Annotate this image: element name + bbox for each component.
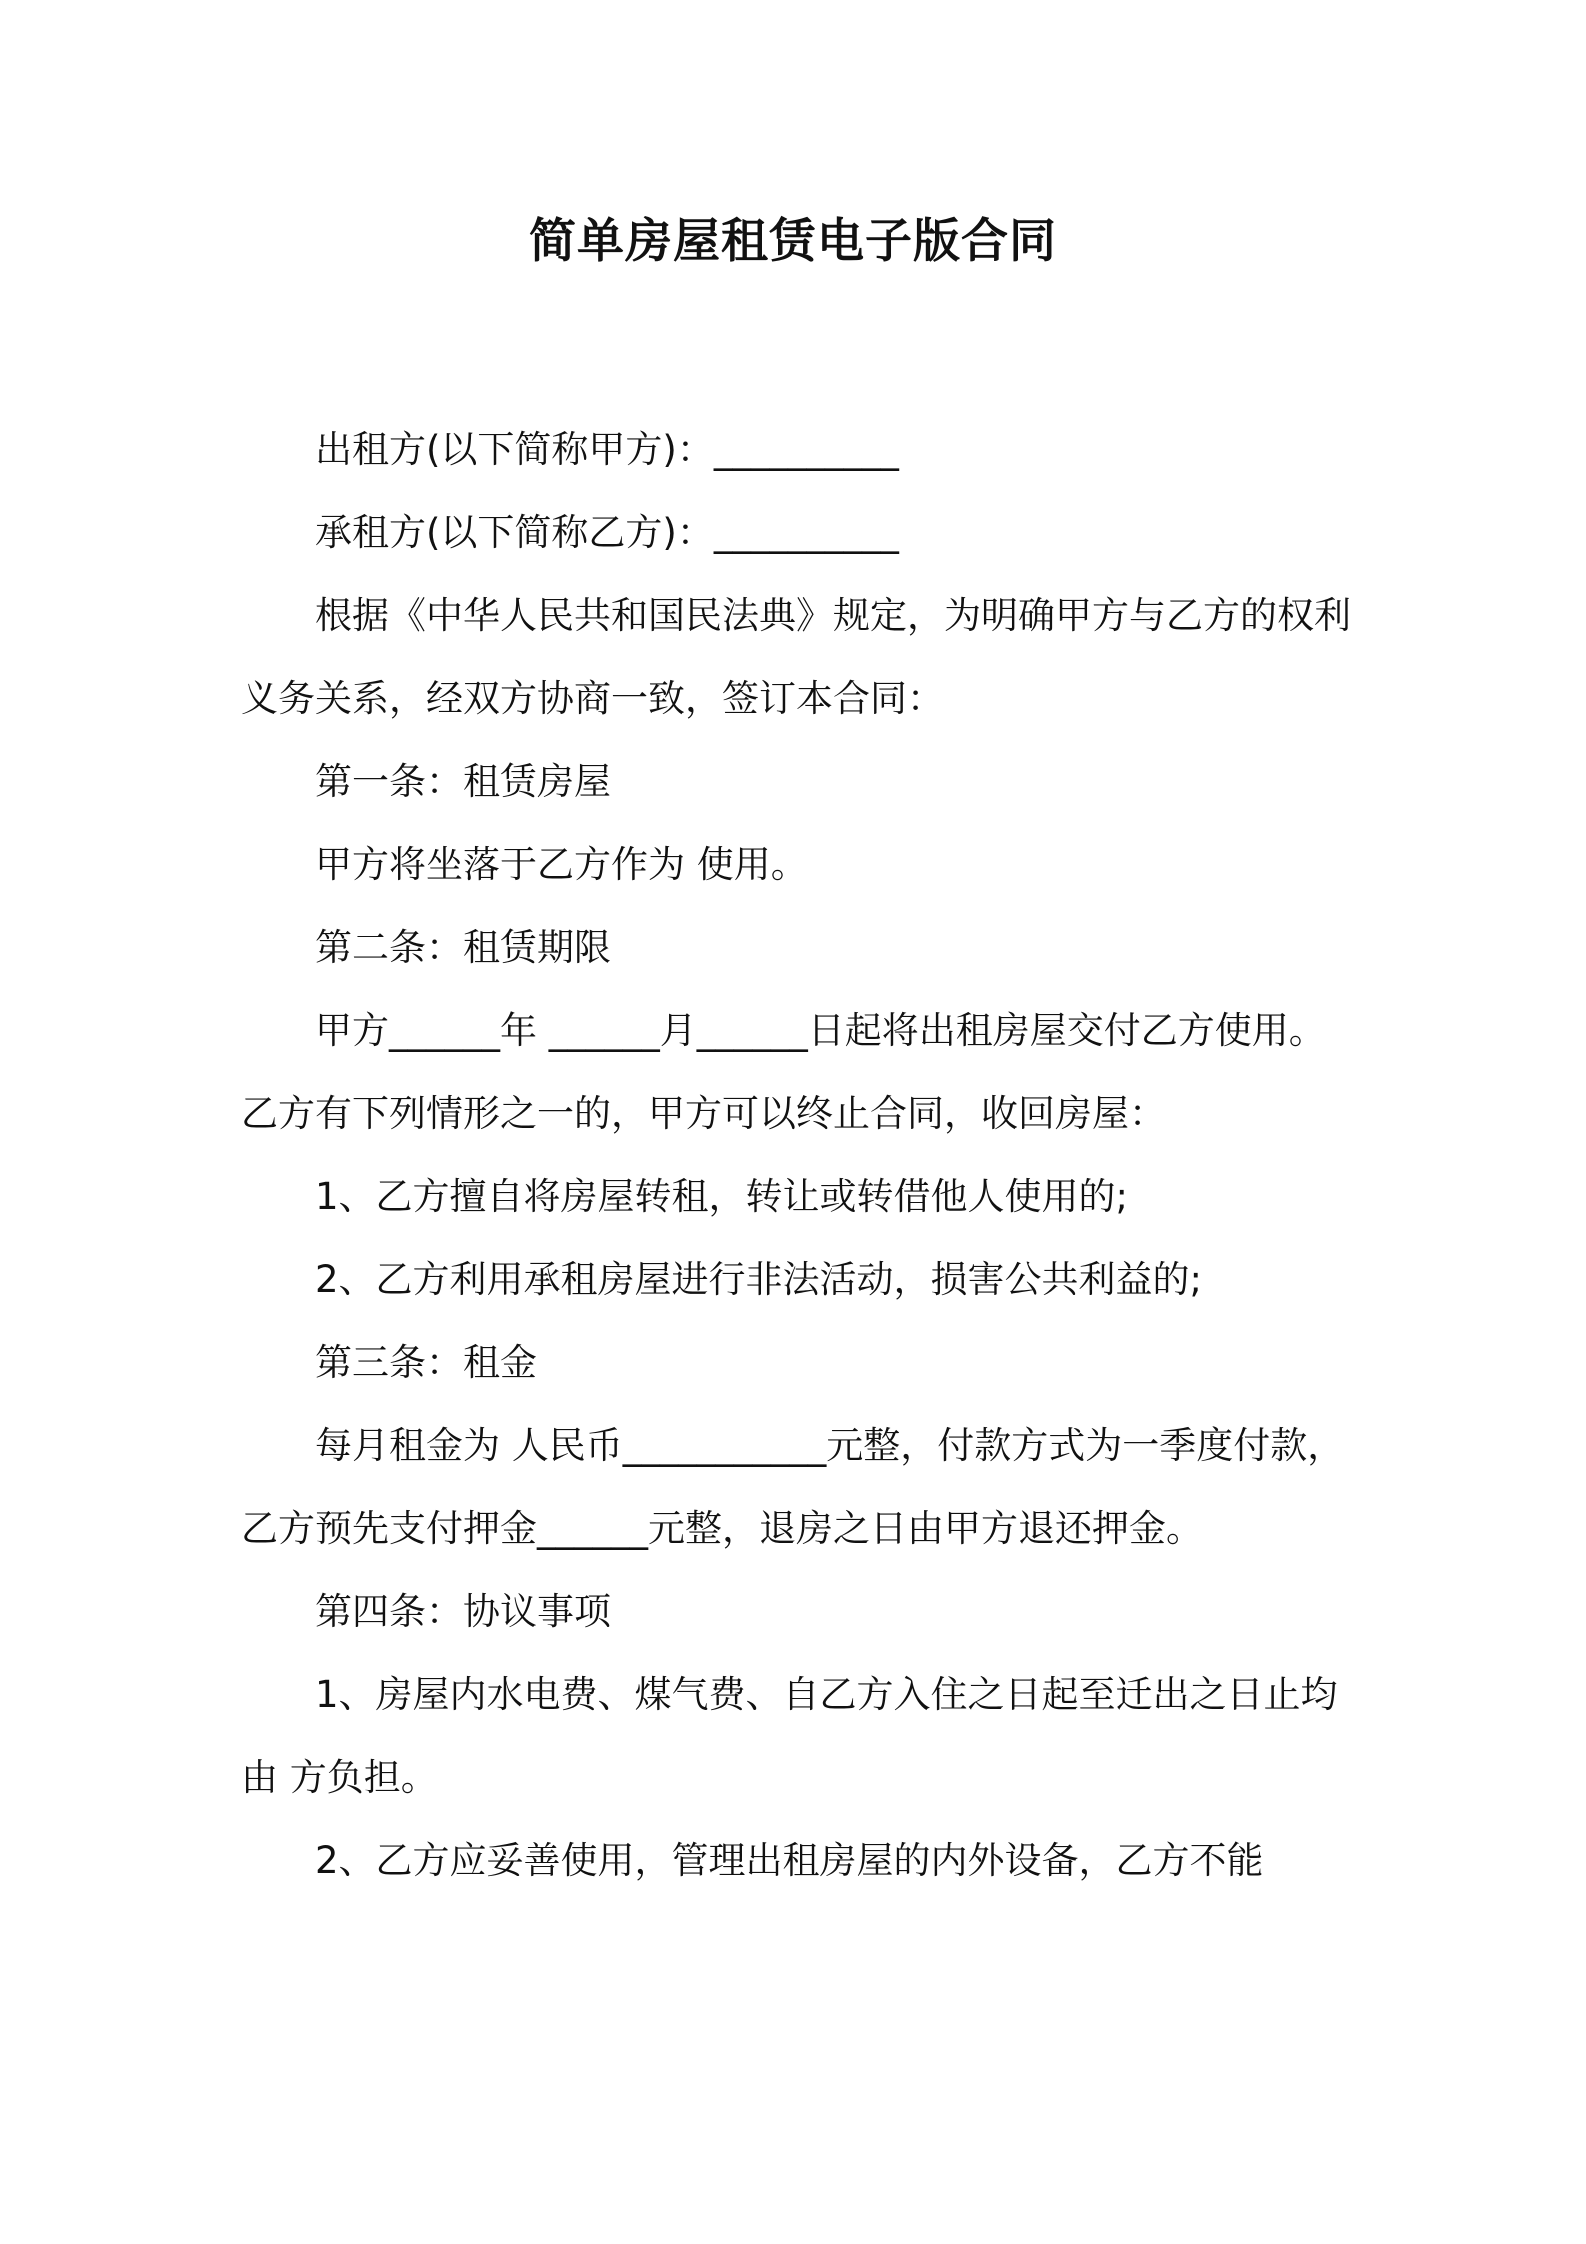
preamble-paragraph: 根据《中华人民共和国民法典》规定，为明确甲方与乙方的权利义务关系，经双方协商一致，签订本合同： — [241, 594, 1351, 720]
lessor-line: 出租方(以下简称甲方)：__________ — [315, 428, 899, 471]
article-3-text: 每月租金为 人民币___________元整，付款方式为一季度付款，乙方预先支付押金______元整，退房之日由甲方退还押金。 — [241, 1424, 1345, 1550]
article-2-heading: 第二条：租赁期限 — [315, 926, 611, 969]
article-2-text: 甲方______年 ______月______日起将出租房屋交付乙方使用。乙方有下列情形之一的，甲方可以终止合同，收回房屋： — [241, 1009, 1326, 1135]
document-body — [241, 408, 1361, 1902]
article-4-heading: 第四条：协议事项 — [315, 1590, 611, 1633]
article-4-item-2: 2、乙方应妥善使用，管理出租房屋的内外设备，乙方不能 — [315, 1839, 1264, 1882]
article-1-heading: 第一条：租赁房屋 — [315, 760, 611, 803]
article-2-item-2: 2、乙方利用承租房屋进行非法活动，损害公共利益的; — [315, 1258, 1203, 1301]
document-title: 简单房屋租赁电子版合同 — [529, 214, 1057, 269]
article-4-item-1: 1、房屋内水电费、煤气费、自乙方入住之日起至迁出之日止均由 方负担。 — [241, 1673, 1338, 1799]
article-1-text: 甲方将坐落于乙方作为 使用。 — [315, 843, 808, 886]
article-3-heading: 第三条：租金 — [315, 1341, 537, 1384]
article-2-item-1: 1、乙方擅自将房屋转租，转让或转借他人使用的; — [315, 1175, 1129, 1218]
lessee-line: 承租方(以下简称乙方)：__________ — [315, 511, 899, 554]
